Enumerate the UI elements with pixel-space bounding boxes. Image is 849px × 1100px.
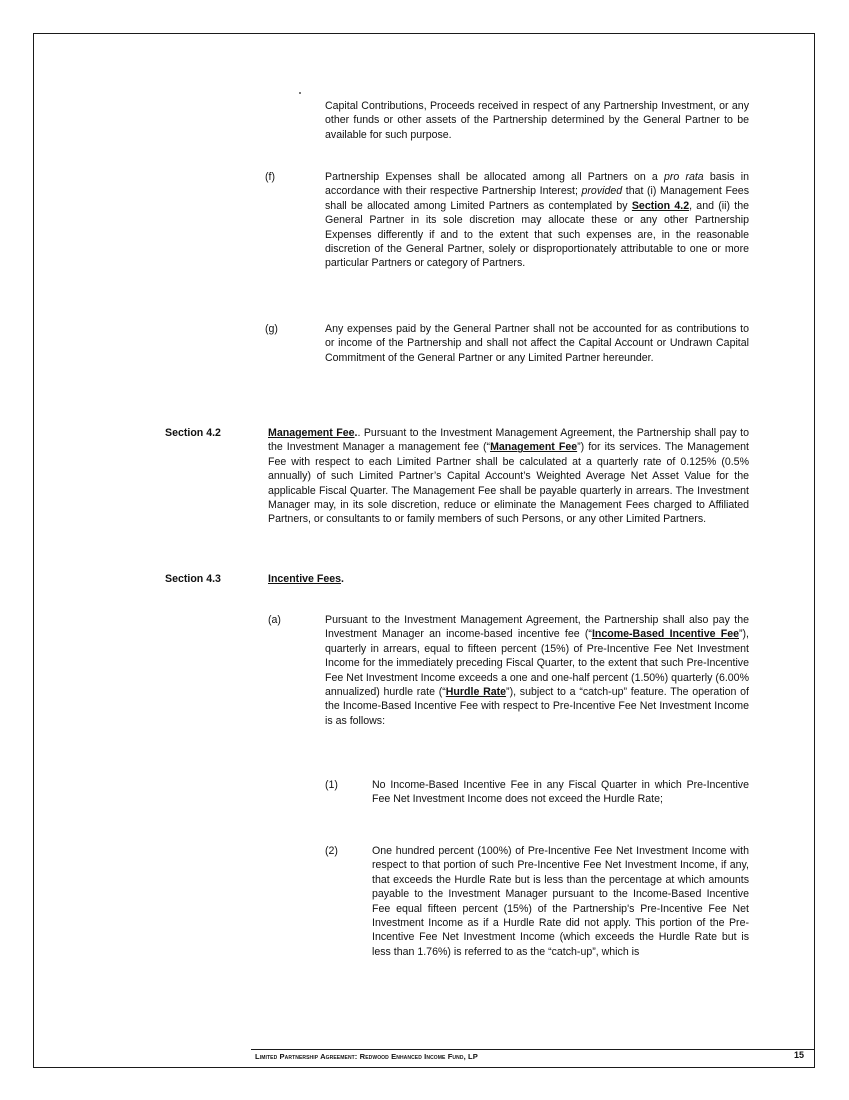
clause-g-text: Any expenses paid by the General Partner shall not be accounted for as contributions to or income of the Partnership and shall not affect the Capital Account or Undrawn Capital Commitment of the General Partner or any Limited Partner hereunder. [325,323,749,364]
item-1-text: No Income-Based Incentive Fee in any Fiscal Quarter in which Pre-Incentive Fee Net Investment Income does not exceed the Hurdle Rate; [372,779,749,806]
section-4-2-reference[interactable]: Section 4.2 [631,199,690,212]
section-4-2-label: Section 4.2 [165,427,221,439]
section-4-3-label: Section 4.3 [165,573,221,585]
clause-a-text: Pursuant to the Investment Management Agreement, the Partnership shall also pay the Investment Manager an income-based incentive fee (“Income-Based Incentive Fee”), quarterly in arrears, equal to fifteen percent (15%) of Pre-Incentive Fee Net Investment Income for the immediately preceding Fiscal Quarter, to the extent that such Pre-Incentive Fee Net Investment Income exceeds a one and one-half percent (1.50%) quarterly (6.00% annualized) hurdle rate (“Hurdle Rate”), subject to a “catch-up” feature. The operation of the Income-Based Incentive Fee with respect to Pre-Incentive Fee Net Investment Income is as follows: [325,614,749,727]
item-2-text: One hundred percent (100%) of Pre-Incentive Fee Net Investment Income with respect to that portion of such Pre-Incentive Fee Net Investment Income, if any, that exceeds the Hurdle Rate but is less than the percentage at which amounts payable to the Investment Manager pursuant to the Income-Based Incentive Fee equal fifteen percent (15%) of the Partnership's Pre-Incentive Fee Net Investment Income as if a Hurdle Rate did not apply. This portion of the Pre-Incentive Fee Net Investment Income (which exceeds the Hurdle Rate but is less than 1.76%) is referred to as the “catch-up”, which is [372,845,749,958]
section-4-2-text: Management Fee.. Pursuant to the Investment Management Agreement, the Partnership shall pay to the Investment Manager a management fee (“Management Fee”) for its services. The Management Fee with respect to each Limited Partner shall be calculated at a quarterly rate of 0.125% (0.5% annually) of such Limited Partner’s Capital Account’s Weighted Average Net Asset Value for the applicable Fiscal Quarter. The Management Fee shall be payable quarterly in arrears. The Investment Manager may, in its sole discretion, reduce or eliminate the Management Fees charged to Affiliated Partners, or consultants to or family members of such Persons, or any other Limited Partners. [268,427,749,526]
clause-f-marker: (f) [265,171,275,183]
footer-title: Limited Partnership Agreement: Redwood Enhanced Income Fund, LP [255,1052,478,1061]
section-4-3-heading: Incentive Fees. [268,573,344,585]
item-2-marker: (2) [325,845,338,857]
clause-g-marker: (g) [265,323,278,335]
clause-f-text: Partnership Expenses shall be allocated among all Partners on a pro rata basis in accordance with their respective Partnership Interest; provided that (i) Management Fees shall be allocated among Limited Partners as contemplated by Section 4.2, and (ii) the General Partner in its sole discretion may allocate these or any other Partnership Expenses differently if and to the extent that such expenses are, in the reasonable discretion of the General Partner, solely or disproportionately attributable to one or more particular Partners or category of Partners. [325,171,749,270]
page-number: 15 [793,1050,804,1060]
section-4-3-title: Incentive Fees [268,573,342,585]
paragraph-e-continuation: Capital Contributions, Proceeds received in respect of any Partnership Investment, or any other funds or other assets of the Partnership determined by the General Partner to be available for such purpose. [325,100,749,141]
item-1-marker: (1) [325,779,338,791]
section-4-2-title: Management Fee [268,427,355,439]
footer-rule [251,1049,815,1050]
stray-dot [299,92,301,94]
clause-a-marker: (a) [268,614,281,626]
